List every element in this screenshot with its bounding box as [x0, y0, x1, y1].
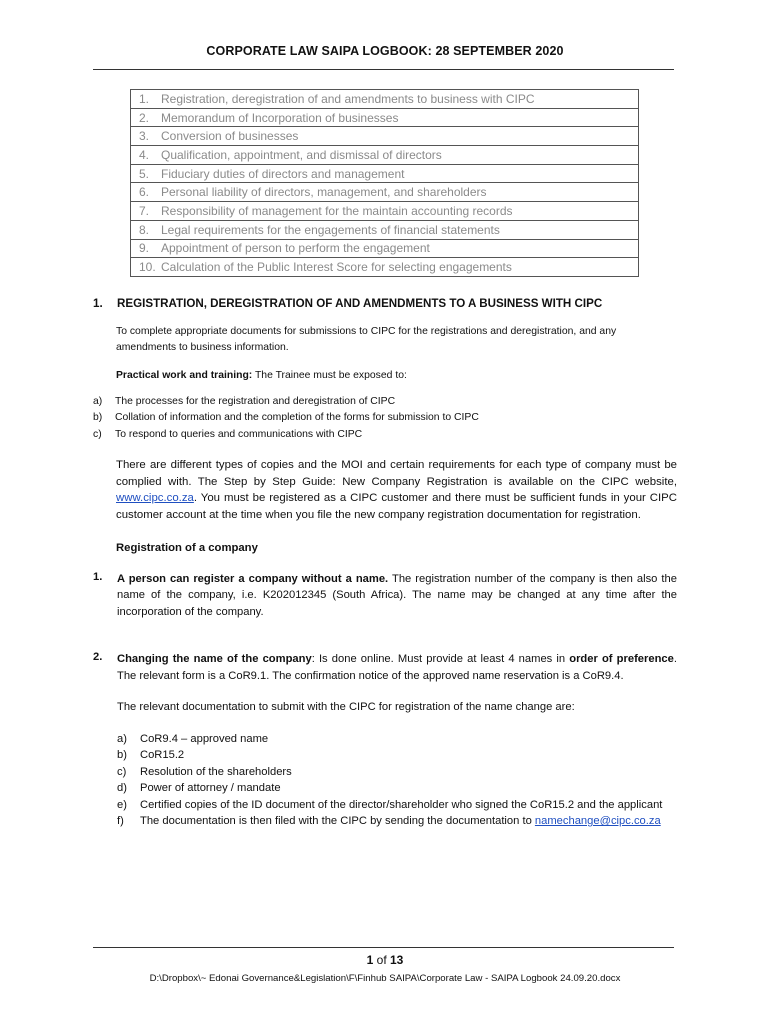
- section-1: [93, 297, 677, 830]
- list-item: c) To respond to queries and communications with CIPC: [93, 428, 363, 440]
- topic-number: 10.: [139, 260, 156, 275]
- file-path: D:\Dropbox\~ Edonai Governance&Legislation\F\Finhub SAIPA\Corporate Law - SAIPA Logbook 24.09.20.docx: [149, 973, 621, 984]
- topic-number: 5.: [139, 166, 150, 181]
- section-number: 1.: [93, 297, 103, 310]
- topic-text: Legal requirements for the engagements of financial statements: [161, 222, 500, 237]
- header-rule: [93, 69, 674, 70]
- cipc-website-link[interactable]: www.cipc.co.za: [116, 492, 194, 505]
- topic-text: Personal liability of directors, management, and shareholders: [161, 185, 487, 200]
- list-item: f) The documentation is then filed with the CIPC by sending the documentation to namechange@cipc.co.za: [117, 815, 661, 828]
- topic-number: 7.: [139, 203, 150, 218]
- document-title: CORPORATE LAW SAIPA LOGBOOK: 28 SEPTEMBER 2020: [206, 44, 564, 58]
- topic-number: 9.: [139, 241, 150, 256]
- registration-heading: Registration of a company: [116, 542, 258, 555]
- docs-intro: The relevant documentation to submit with the CIPC for registration of the name change are:: [117, 701, 575, 714]
- practical-label: Practical work and training:: [116, 370, 253, 381]
- topic-text: Responsibility of management for the maintain accounting records: [161, 203, 513, 218]
- topic-text: Fiduciary duties of directors and management: [161, 166, 405, 181]
- practical-text: The Trainee must be exposed to:: [252, 370, 407, 381]
- list-item: b) Collation of information and the completion of the forms for submission to CIPC: [93, 412, 479, 424]
- topic-number: 8.: [139, 222, 150, 237]
- topic-text: Appointment of person to perform the engagement: [161, 241, 430, 256]
- section-title: REGISTRATION, DEREGISTRATION OF AND AMENDMENTS TO A BUSINESS WITH CIPC: [117, 297, 603, 310]
- page-number: 1 of 13: [366, 953, 404, 967]
- topic-row: [131, 202, 639, 221]
- topic-row: [131, 127, 639, 146]
- topic-text: Conversion of businesses: [161, 129, 299, 144]
- topics-table: [130, 89, 639, 277]
- topic-row: [131, 183, 639, 202]
- moi-paragraph: There are different types of copies and the MOI and certain requirements for each type of company must be complied with. The Step by Step Guide: New Company Registration is available on the CIPC website, www.cipc.co.za. You must be registered as a CIPC customer and there must be sufficient funds in your CIPC customer account at the time when you file the new company registration documentation for registration.: [116, 458, 677, 522]
- topic-row: [131, 164, 639, 183]
- numbered-item-1: 1. A person can register a company without a name. The registration number of the company is then also the name of the company, i.e. K202012345 (South Africa). The name may be changed at any time after the incorporation of the company.: [93, 570, 677, 618]
- docs-list: [117, 731, 677, 830]
- section-heading: [93, 297, 677, 310]
- topic-number: 6.: [139, 185, 150, 200]
- topic-text: Calculation of the Public Interest Score for selecting engagements: [161, 260, 512, 275]
- topic-number: 2.: [139, 110, 150, 125]
- topic-text: Registration, deregistration of and amendments to business with CIPC: [161, 91, 535, 106]
- topic-row: [131, 108, 639, 127]
- namechange-email-link[interactable]: namechange@cipc.co.za: [534, 815, 661, 828]
- topic-number: 3.: [139, 129, 150, 144]
- footer-rule: [93, 947, 674, 948]
- topic-row: [131, 220, 639, 239]
- list-item: a) The processes for the registration and deregistration of CIPC: [93, 396, 396, 407]
- section-intro: To complete appropriate documents for submissions to CIPC for the registrations and deregistration, and any amendments to business information.: [116, 326, 617, 353]
- list-item: c) Resolution of the shareholders: [117, 765, 292, 778]
- topic-row: [131, 90, 639, 109]
- topic-number: 1.: [139, 91, 150, 106]
- numbered-item-2: 2. Changing the name of the company: Is done online. Must provide at least 4 names in order of preference. The relevant form is a CoR9.1. The confirmation notice of the approved name reservation is a CoR9.4. The relevant documentation to submit with the CIPC for registration of the name change are: a) CoR9.4 – approved name b) CoR15.2 c) Resolution of the shareholders d) Power of attorney / mandate e) Certified copies of the ID document of the director/shareholder who signed the CoR15.2 and the applicant f) The documentation is then filed with the CIPC by sending the documentation to namechange@cipc.co.za: [93, 651, 677, 830]
- topic-row: [131, 258, 639, 277]
- practical-paragraph: [116, 368, 677, 384]
- topic-text: Qualification, appointment, and dismissal of directors: [161, 147, 442, 162]
- topic-row: [131, 146, 639, 165]
- topic-row: [131, 239, 639, 258]
- practical-list: [93, 394, 677, 443]
- list-item: a) CoR9.4 – approved name: [117, 732, 269, 745]
- list-item: d) Power of attorney / mandate: [117, 782, 281, 795]
- list-item: b) CoR15.2: [117, 749, 185, 762]
- topic-number: 4.: [139, 147, 150, 162]
- topic-text: Memorandum of Incorporation of businesses: [161, 110, 399, 125]
- list-item: e) Certified copies of the ID document of the director/shareholder who signed the CoR15.2 and the applicant: [117, 798, 663, 811]
